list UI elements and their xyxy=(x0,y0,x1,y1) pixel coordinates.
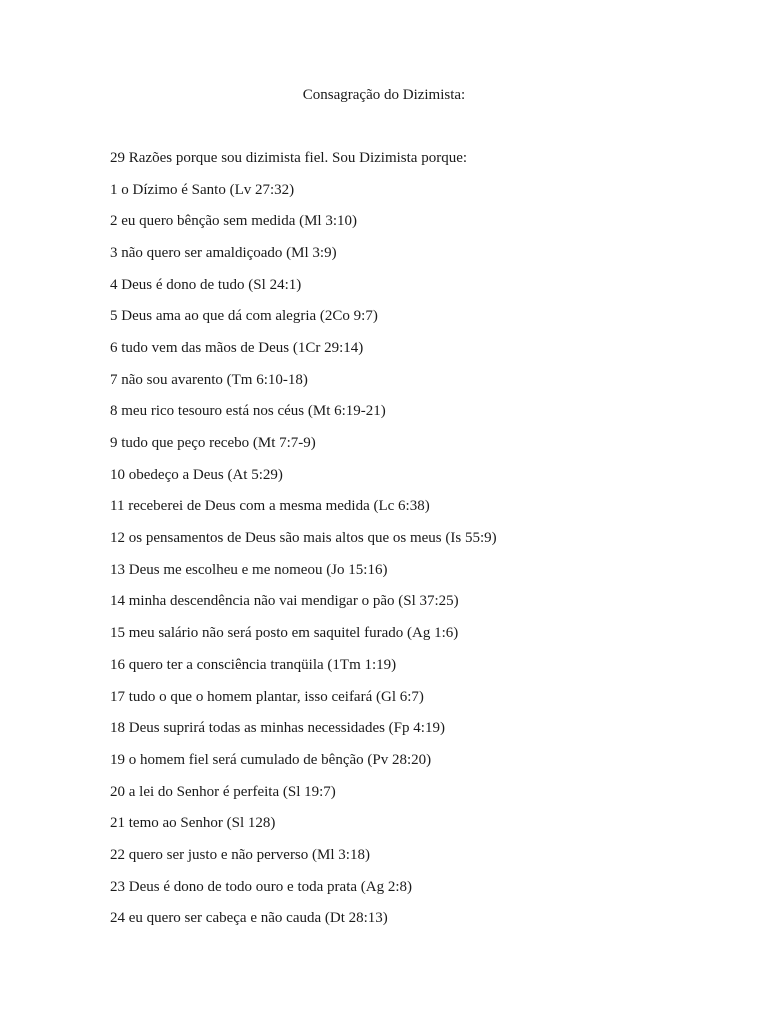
list-item: 20 a lei do Senhor é perfeita (Sl 19:7) xyxy=(110,783,336,800)
list-item: 10 obedeço a Deus (At 5:29) xyxy=(110,466,283,483)
list-item: 22 quero ser justo e não perverso (Ml 3:18) xyxy=(110,846,370,863)
list-item: 1 o Dízimo é Santo (Lv 27:32) xyxy=(110,181,295,198)
list-item: 11 receberei de Deus com a mesma medida (Lc 6:38) xyxy=(110,498,430,515)
list-item: 15 meu salário não será posto em saquitel furado (Ag 1:6) xyxy=(110,625,459,642)
list-item: 6 tudo vem das mãos de Deus (1Cr 29:14) xyxy=(110,339,364,356)
list-item: 13 Deus me escolheu e me nomeou (Jo 15:16) xyxy=(110,561,388,578)
intro-paragraph: 29 Razões porque sou dizimista fiel. Sou Dizimista porque: xyxy=(110,150,468,166)
list-item: 4 Deus é dono de tudo (Sl 24:1) xyxy=(110,276,302,293)
list-item: 3 não quero ser amaldiçoado (Ml 3:9) xyxy=(110,244,337,261)
list-item: 23 Deus é dono de todo ouro e toda prata (Ag 2:8) xyxy=(110,878,413,895)
list-item: 14 minha descendência não vai mendigar o pão (Sl 37:25) xyxy=(110,593,459,610)
list-item: 5 Deus ama ao que dá com alegria (2Co 9:7) xyxy=(110,308,378,325)
list-item: 17 tudo o que o homem plantar, isso ceifará (Gl 6:7) xyxy=(110,688,424,705)
list-item: 24 eu quero ser cabeça e não cauda (Dt 28:13) xyxy=(110,910,388,927)
list-item: 7 não sou avarento (Tm 6:10-18) xyxy=(110,371,308,388)
list-item: 8 meu rico tesouro está nos céus (Mt 6:19-21) xyxy=(110,403,386,420)
list-item: 9 tudo que peço recebo (Mt 7:7-9) xyxy=(110,435,316,451)
list-item: 2 eu quero bênção sem medida (Ml 3:10) xyxy=(110,213,358,230)
list-item: 21 temo ao Senhor (Sl 128) xyxy=(110,815,276,832)
reasons-list xyxy=(110,180,497,941)
document-title: Consagração do Dizimista: xyxy=(302,87,466,103)
list-item: 19 o homem fiel será cumulado de bênção (Pv 28:20) xyxy=(110,751,432,768)
list-item: 18 Deus suprirá todas as minhas necessidades (Fp 4:19) xyxy=(110,720,445,737)
list-item: 16 quero ter a consciência tranqüila (1Tm 1:19) xyxy=(110,656,397,673)
list-item: 12 os pensamentos de Deus são mais altos que os meus (Is 55:9) xyxy=(110,530,497,547)
